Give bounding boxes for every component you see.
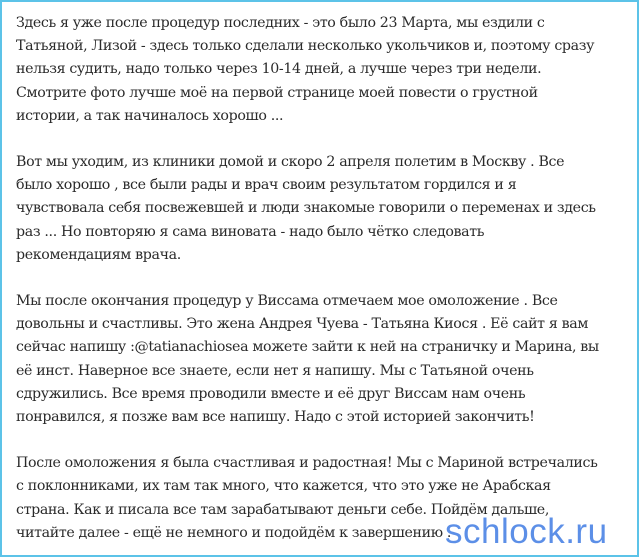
text-line: нельзя судить, надо только через 10-14 дней, а лучше через три недели. [16,61,542,78]
text-line: страна. Как и писала все там зарабатывают деньги себе. Пойдём дальше, [16,501,550,518]
paragraph-2 [16,151,631,267]
text-line: Вот мы уходим, из клиники домой и скоро 2 апреля полетим в Москву . Все [16,154,565,171]
text-line: сейчас напишу :@tatianachiosea можете зайти к ней на страничку и Марина, вы [16,339,599,356]
text-line: Мы после окончания процедур у Виссама отмечаем мое омоложение . Все [16,293,558,310]
text-line: После омоложения я была счастливая и радостная! Мы с Мариной встречались [16,455,598,472]
text-line: было хорошо , все были рады и врач своим результатом гордился и я [16,177,517,194]
article-body [16,12,631,557]
text-line: довольны и счастливы. Это жена Андрея Чуева - Татьяна Киося . Её сайт я вам [16,316,589,333]
text-line: читайте далее - ещё не немного и подойдём к завершению . [16,524,452,541]
text-line: Смотрите фото лучше моё на первой странице моей повести о грустной [16,84,538,101]
text-line: её инст. Наверное все знаете, если нет я напишу. Мы с Татьяной очень [16,362,534,379]
text-line: Татьяной, Лизой - здесь только сделали несколько укольчиков и, поэтому сразу [16,38,595,55]
paragraph-1 [16,12,631,128]
text-line: рекомендациям врача. [16,246,181,263]
site-watermark: schlock.ru [445,512,608,551]
text-line: Здесь я уже после процедур последних - это было 23 Марта, мы ездили с [16,15,545,31]
text-line: сдружились. Все время проводили вместе и её друг Виссам нам очень [16,385,526,402]
text-line: с поклонниками, их там так много, что кажется, что это уже не Арабская [16,478,551,495]
paragraph-3 [16,290,631,429]
text-line: истории, а так начиналось хорошо ... [16,107,284,124]
text-line: чувствовала себя посвежевшей и люди знакомые говорили о переменах и здесь [16,200,596,217]
text-line: понравился, я позже вам все напишу. Надо с этой историей закончить! [16,409,535,426]
text-line: раз ... Но повторяю я сама виновата - надо было чётко следовать [16,223,485,240]
